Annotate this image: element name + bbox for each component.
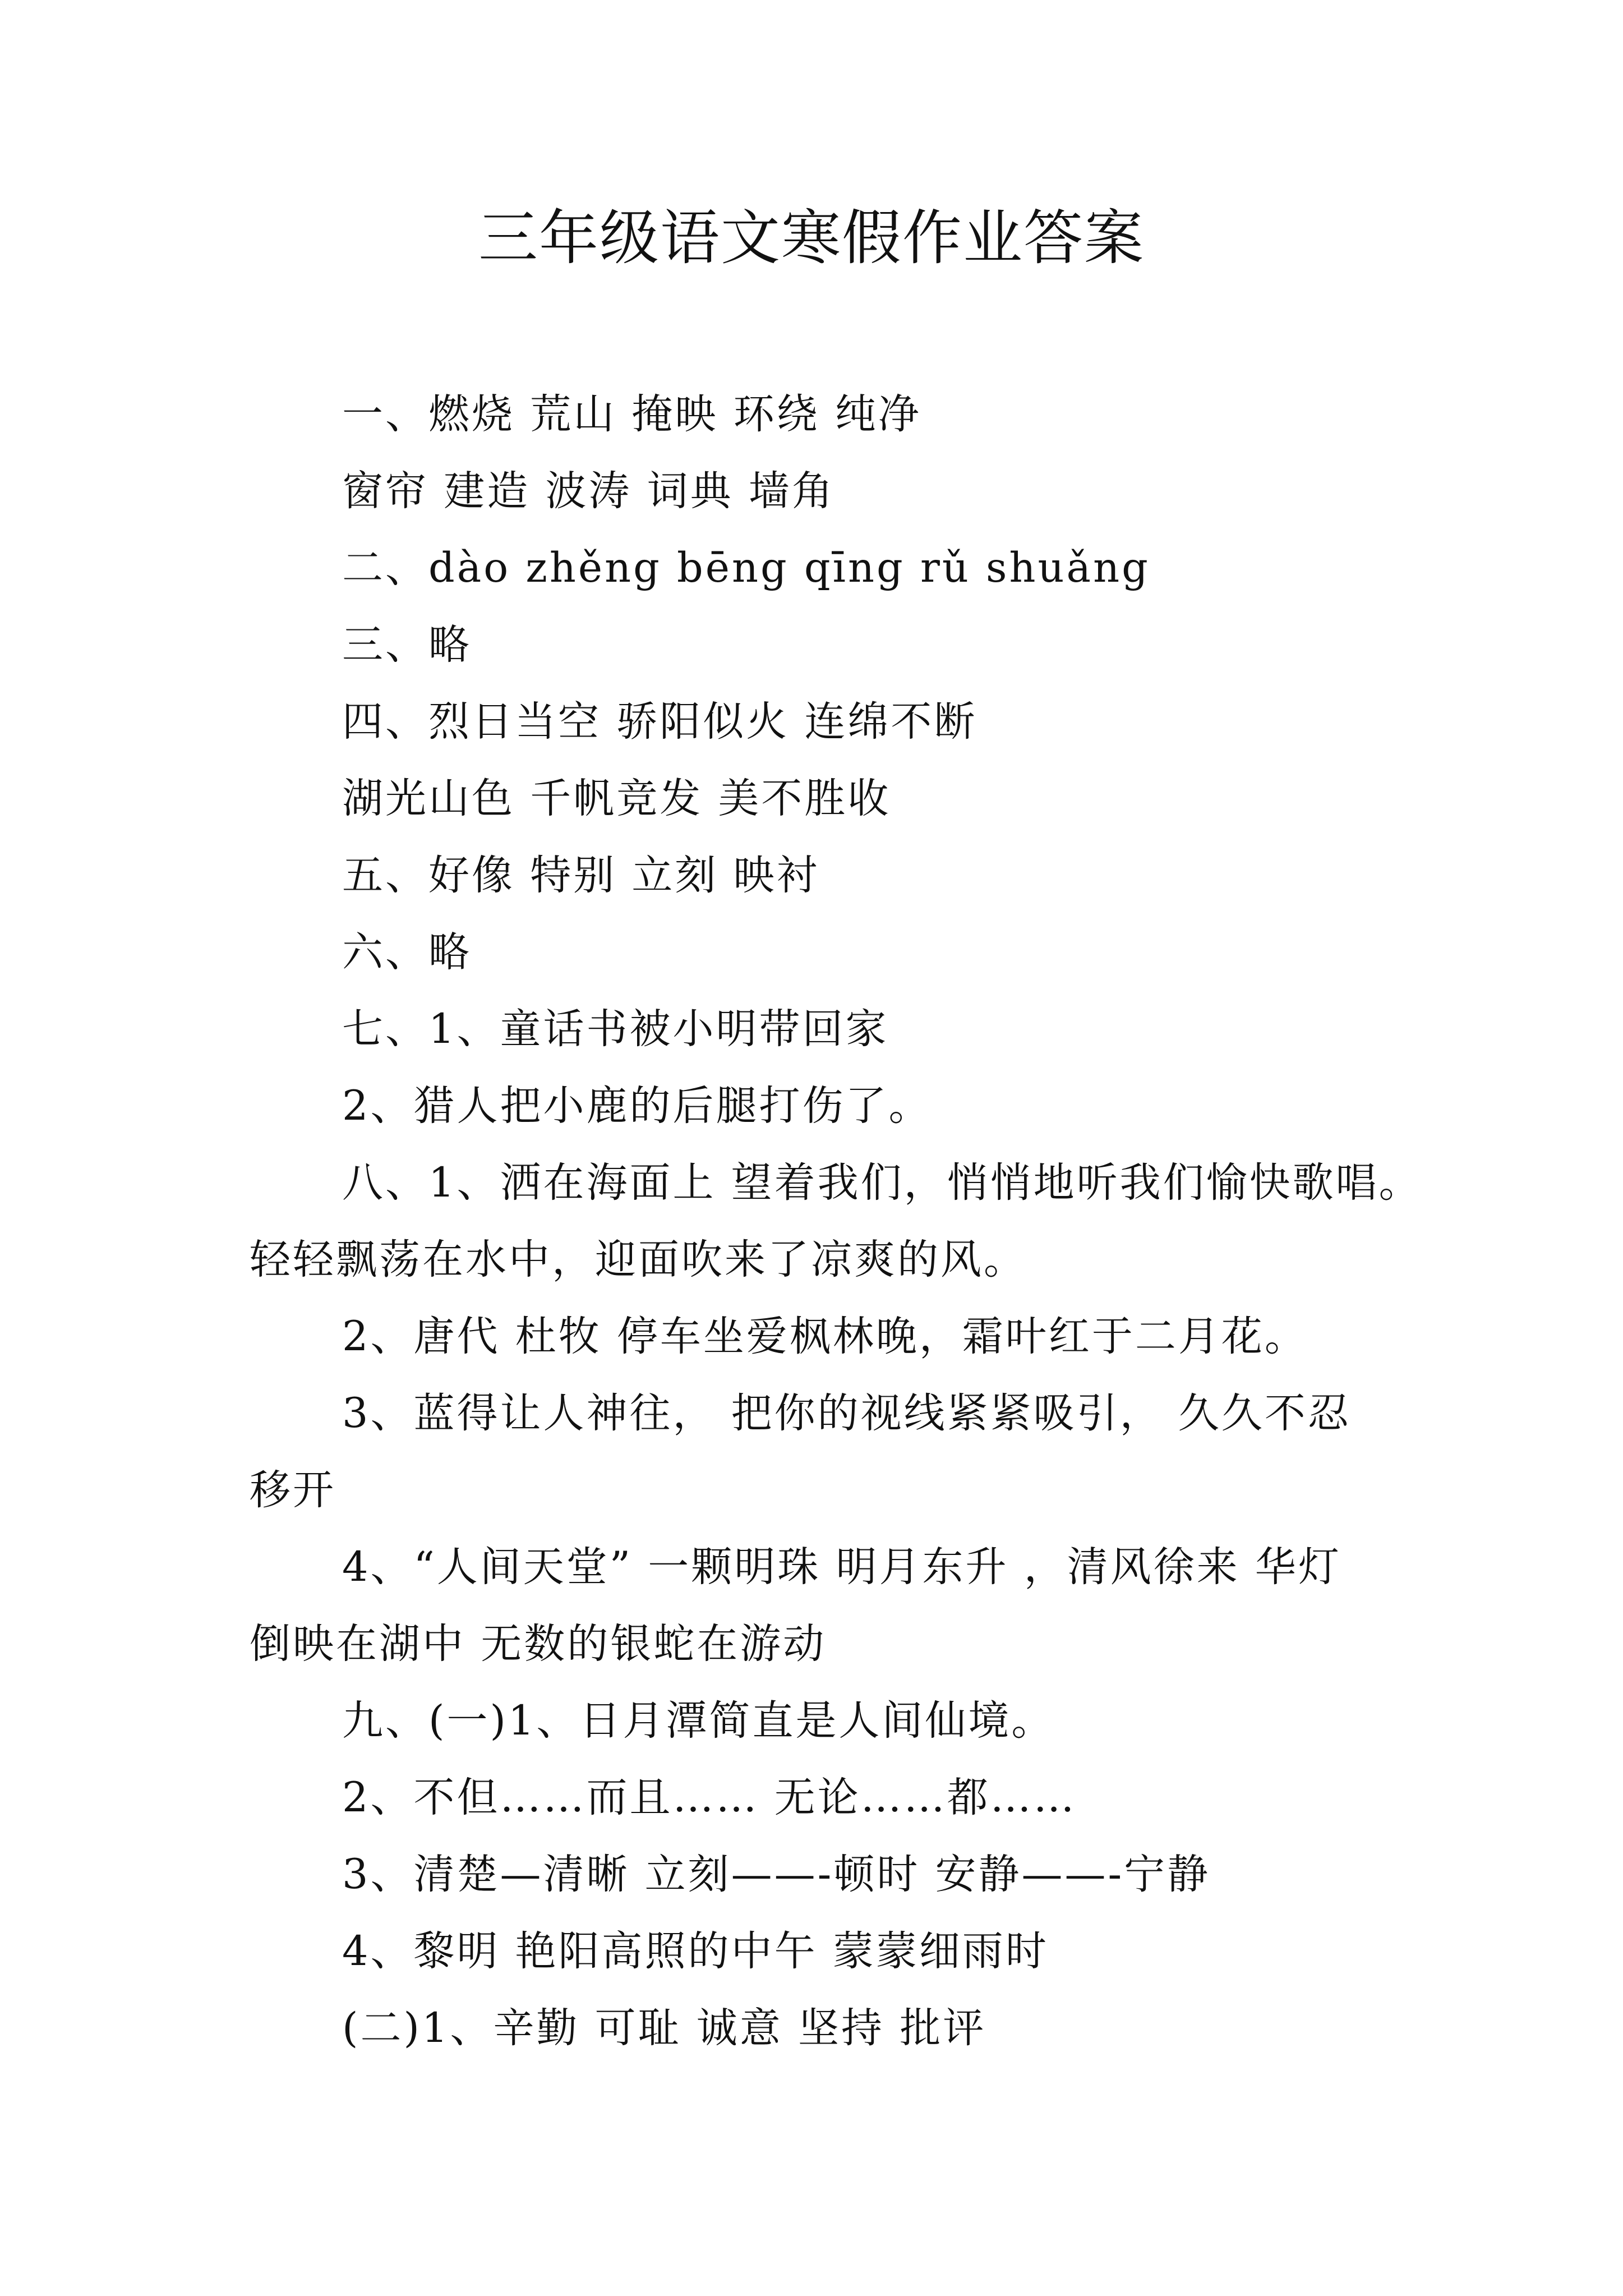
answer-line: 2、不但……而且…… 无论……都…… xyxy=(342,1774,1077,1821)
answer-line: 移开 xyxy=(250,1466,336,1514)
answer-line: 3、清楚—清晰 立刻——-顿时 安静——-宁静 xyxy=(342,1851,1211,1898)
answer-line: 2、猎人把小鹿的后腿打伤了。 xyxy=(342,1082,932,1130)
answer-line: 轻轻飘荡在水中，迎面吹来了凉爽的风。 xyxy=(250,1236,1027,1283)
document-body xyxy=(250,376,1422,2067)
answer-line: 窗帘 建造 波涛 词典 墙角 xyxy=(342,467,835,515)
answer-line: (二)1、辛勤 可耻 诚意 坚持 批评 xyxy=(342,2004,986,2052)
answer-line: 4、“人间天堂” 一颗明珠 明月东升 ，清风徐来 华灯 xyxy=(342,1543,1341,1591)
answer-line: 一、燃烧 荒山 掩映 环绕 纯净 xyxy=(342,390,921,438)
answer-line: 八、1、洒在海面上 望着我们，悄悄地听我们愉快歌唱。 xyxy=(342,1159,1422,1207)
page-title: 三年级语文寒假作业答案 xyxy=(478,204,1145,273)
answer-line: 3、蓝得让人神往， 把你的视线紧紧吸引， 久久不忍 xyxy=(342,1389,1351,1437)
answer-line: 三、略 xyxy=(342,621,472,669)
answer-line: 4、黎明 艳阳高照的中午 蒙蒙细雨时 xyxy=(342,1927,1049,1975)
answer-line: 七、1、童话书被小明带回家 xyxy=(342,1005,889,1053)
answer-line: 二、dào zhěng bēng qīng rǔ shuǎng xyxy=(342,544,1150,592)
answer-line: 倒映在湖中 无数的银蛇在游动 xyxy=(250,1620,827,1668)
answer-line: 湖光山色 千帆竞发 美不胜收 xyxy=(342,775,891,822)
answer-line: 2、唐代 杜牧 停车坐爱枫林晚，霜叶红于二月花。 xyxy=(342,1313,1308,1360)
answer-line: 四、烈日当空 骄阳似火 连绵不断 xyxy=(342,698,978,746)
answer-line: 九、(一)1、日月潭简直是人间仙境。 xyxy=(342,1697,1055,1745)
answer-line: 六、略 xyxy=(342,928,472,976)
answer-line: 五、好像 特别 立刻 映衬 xyxy=(342,852,820,899)
